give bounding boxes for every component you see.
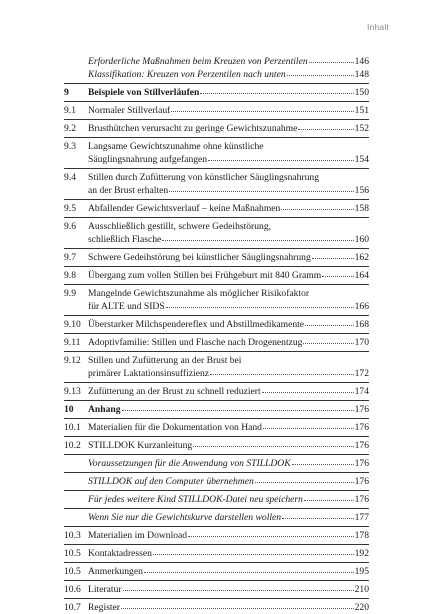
toc-entry[interactable] xyxy=(64,547,369,560)
toc-entry[interactable] xyxy=(64,336,369,349)
toc-title: Ausschließlich gestillt, schwere Gedeihstörung, xyxy=(88,221,272,232)
toc-entry[interactable] xyxy=(64,511,369,524)
toc-number: 10.3 xyxy=(64,530,81,541)
toc-title: Brusthütchen verursacht zu geringe Gewichtszunahme xyxy=(88,123,298,134)
row-divider xyxy=(64,418,369,419)
toc-entry[interactable] xyxy=(64,403,369,416)
dot-leader xyxy=(153,546,354,555)
toc-entry[interactable] xyxy=(64,565,369,578)
toc-page-number: 170 xyxy=(354,337,369,348)
toc-title: Abfallender Gewichtsverlauf – keine Maßnahmen xyxy=(88,203,281,214)
row-divider xyxy=(64,562,369,563)
dot-leader xyxy=(255,474,354,483)
toc-page-number: 220 xyxy=(354,602,369,613)
toc-page-number: 166 xyxy=(354,301,369,312)
row-divider xyxy=(64,284,369,285)
row-divider xyxy=(64,436,369,437)
toc-page-number: 154 xyxy=(354,154,369,165)
dot-leader xyxy=(208,152,354,161)
toc-number: 9.11 xyxy=(64,337,81,348)
toc-title: Anhang xyxy=(88,404,121,415)
toc-title: Materialien für die Dokumentation von Hand xyxy=(88,422,262,433)
toc-page-number: 176 xyxy=(354,476,369,487)
toc-title-continued: für ALTE und SIDS xyxy=(88,301,165,312)
toc-number: 9.2 xyxy=(64,123,76,134)
toc-title: Übergang zum vollen Stillen bei Frühgeburt mit 840 Gramm xyxy=(88,270,322,281)
toc-entry[interactable] xyxy=(64,68,369,81)
toc-title: Mangelnde Gewichtszunahme als möglicher Risikofaktor xyxy=(88,288,310,299)
toc-page-number: 168 xyxy=(354,319,369,330)
toc-page-number: 151 xyxy=(354,105,369,116)
toc-title: Register xyxy=(88,602,120,613)
toc-entry[interactable] xyxy=(64,171,369,197)
dot-leader xyxy=(122,402,354,411)
dot-leader xyxy=(121,600,354,609)
row-divider xyxy=(64,119,369,120)
toc-number: 10.6 xyxy=(64,584,81,595)
toc-page-number: 192 xyxy=(354,548,369,559)
toc-title: Literatur xyxy=(88,584,122,595)
toc-title: Adoptivfamilie: Stillen und Flasche nach Drogenentzug xyxy=(88,337,303,348)
toc-page-number: 160 xyxy=(354,234,369,245)
dot-leader xyxy=(281,201,353,210)
dot-leader xyxy=(210,366,354,375)
toc-title: Für jedes weitere Kind STILLDOK-Datei neu speichern xyxy=(88,494,303,505)
toc-page-number: 174 xyxy=(354,386,369,397)
toc-entry[interactable] xyxy=(64,439,369,452)
toc-entry[interactable] xyxy=(64,86,369,99)
toc-entry[interactable] xyxy=(64,140,369,166)
toc-entry[interactable] xyxy=(64,104,369,117)
toc-page-number: 152 xyxy=(354,123,369,134)
toc-entry[interactable] xyxy=(64,385,369,398)
dot-leader xyxy=(287,67,354,76)
toc-entry[interactable] xyxy=(64,251,369,264)
toc-entry[interactable] xyxy=(64,475,369,488)
toc-title: STILLDOK Kurzanleitung xyxy=(88,440,193,451)
toc-title: Erforderliche Maßnahmen beim Kreuzen von Perzentilen xyxy=(88,56,308,67)
toc-entry[interactable] xyxy=(64,421,369,434)
toc-entry[interactable] xyxy=(64,220,369,246)
toc-page-number: 195 xyxy=(354,566,369,577)
toc-number: 9.10 xyxy=(64,319,81,330)
toc-entry[interactable] xyxy=(64,529,369,542)
row-divider xyxy=(64,598,369,599)
row-divider xyxy=(64,454,369,455)
dot-leader xyxy=(298,121,353,130)
toc-title: Stillen durch Zufütterung von künstlicher Säuglingsnahrung xyxy=(88,172,320,183)
dot-leader xyxy=(166,299,354,308)
dot-leader xyxy=(262,384,354,393)
row-divider xyxy=(64,526,369,527)
toc-page-number: 162 xyxy=(354,252,369,263)
table-of-contents xyxy=(64,55,369,614)
toc-number: 10.7 xyxy=(64,602,81,613)
dot-leader xyxy=(305,317,354,326)
toc-number: 9.13 xyxy=(64,386,81,397)
toc-page-number: 177 xyxy=(354,512,369,523)
running-head: Inhalt xyxy=(367,22,389,32)
toc-title-continued: primärer Laktationsinsuffizienz xyxy=(88,368,210,379)
dot-leader xyxy=(169,183,353,192)
toc-entry[interactable] xyxy=(64,601,369,614)
row-divider xyxy=(64,472,369,473)
row-divider xyxy=(64,400,369,401)
toc-entry[interactable] xyxy=(64,202,369,215)
toc-number: 10.5 xyxy=(64,548,81,559)
toc-title: Zufütterung an der Brust zu schnell reduziert xyxy=(88,386,261,397)
toc-number: 9.5 xyxy=(64,203,76,214)
dot-leader xyxy=(292,456,354,465)
dot-leader xyxy=(312,250,354,259)
dot-leader xyxy=(193,438,353,447)
toc-number: 10.1 xyxy=(64,422,81,433)
toc-page-number: 146 xyxy=(354,56,369,67)
toc-page-number: 164 xyxy=(354,270,369,281)
row-divider xyxy=(64,333,369,334)
toc-page-number: 150 xyxy=(354,87,369,98)
dot-leader xyxy=(188,528,354,537)
row-divider xyxy=(64,137,369,138)
dot-leader xyxy=(322,268,353,277)
toc-page-number: 148 xyxy=(354,69,369,80)
toc-number: 9.6 xyxy=(64,221,76,232)
row-divider xyxy=(64,351,369,352)
toc-number: 9.9 xyxy=(64,288,76,299)
toc-page-number: 176 xyxy=(354,440,369,451)
row-divider xyxy=(64,248,369,249)
row-divider xyxy=(64,266,369,267)
row-divider xyxy=(64,490,369,491)
row-divider xyxy=(64,199,369,200)
toc-number: 9.3 xyxy=(64,141,76,152)
toc-title: Voraussetzungen für die Anwendung von STILLDOK xyxy=(88,458,291,469)
toc-number: 9.7 xyxy=(64,252,76,263)
toc-page-number: 176 xyxy=(354,458,369,469)
toc-title: Langsame Gewichtszunahme ohne künstliche xyxy=(88,141,264,152)
toc-title-continued: Säuglingsnahrung aufgefangen xyxy=(88,154,208,165)
toc-title: Kontaktadressen xyxy=(88,548,152,559)
toc-number: 9.12 xyxy=(64,355,81,366)
row-divider xyxy=(64,101,369,102)
toc-title: Normaler Stillverlauf xyxy=(88,105,171,116)
toc-title: Materialien im Download xyxy=(88,530,188,541)
toc-number: 10.5 xyxy=(64,566,81,577)
row-divider xyxy=(64,580,369,581)
toc-entry[interactable] xyxy=(64,493,369,506)
toc-entry[interactable] xyxy=(64,457,369,470)
dot-leader xyxy=(282,510,354,519)
dot-leader xyxy=(200,85,353,94)
row-divider xyxy=(64,83,369,84)
dot-leader xyxy=(171,103,353,112)
dot-leader xyxy=(303,335,353,344)
toc-entry[interactable] xyxy=(64,318,369,331)
row-divider xyxy=(64,382,369,383)
toc-entry[interactable] xyxy=(64,269,369,282)
toc-number: 9.1 xyxy=(64,105,76,116)
row-divider xyxy=(64,168,369,169)
toc-number: 9.4 xyxy=(64,172,76,183)
toc-entry[interactable] xyxy=(64,354,369,380)
toc-page-number: 156 xyxy=(354,185,369,196)
toc-page-number: 210 xyxy=(354,584,369,595)
toc-page-number: 178 xyxy=(354,530,369,541)
dot-leader xyxy=(263,420,354,429)
toc-number: 9 xyxy=(64,87,69,98)
toc-number: 10.2 xyxy=(64,440,81,451)
toc-title: Schwere Gedeihstörung bei künstlicher Säuglingsnahrung xyxy=(88,252,311,263)
dot-leader xyxy=(304,492,354,501)
toc-entry[interactable] xyxy=(64,287,369,313)
dot-leader xyxy=(309,54,354,63)
toc-number: 9.8 xyxy=(64,270,76,281)
toc-page-number: 176 xyxy=(354,422,369,433)
toc-title: Wenn Sie nur die Gewichtskurve darstellen wollen xyxy=(88,512,282,523)
dot-leader xyxy=(144,564,354,573)
toc-page-number: 176 xyxy=(354,404,369,415)
toc-title-continued: an der Brust erhalten xyxy=(88,185,169,196)
toc-entry[interactable] xyxy=(64,122,369,135)
toc-title: Anmerkungen xyxy=(88,566,143,577)
toc-title: Beispiele von Stillverläufen xyxy=(88,87,200,98)
toc-title: Klassifikation: Kreuzen von Perzentilen nach unten xyxy=(88,69,286,80)
row-divider xyxy=(64,217,369,218)
toc-page-number: 176 xyxy=(354,494,369,505)
row-divider xyxy=(64,544,369,545)
dot-leader xyxy=(123,582,354,591)
toc-title: Überstarker Milchspendereflex und Abstillmedikamente xyxy=(88,319,305,330)
toc-entry[interactable] xyxy=(64,583,369,596)
dot-leader xyxy=(162,232,353,241)
toc-page-number: 158 xyxy=(354,203,369,214)
toc-page-number: 172 xyxy=(354,368,369,379)
toc-number: 10 xyxy=(64,404,74,415)
toc-title: Stillen und Zufütterung an der Brust bei xyxy=(88,355,242,366)
toc-title: STILLDOK auf den Computer übernehmen xyxy=(88,476,254,487)
row-divider xyxy=(64,315,369,316)
toc-title-continued: schließlich Flasche xyxy=(88,234,162,245)
row-divider xyxy=(64,508,369,509)
